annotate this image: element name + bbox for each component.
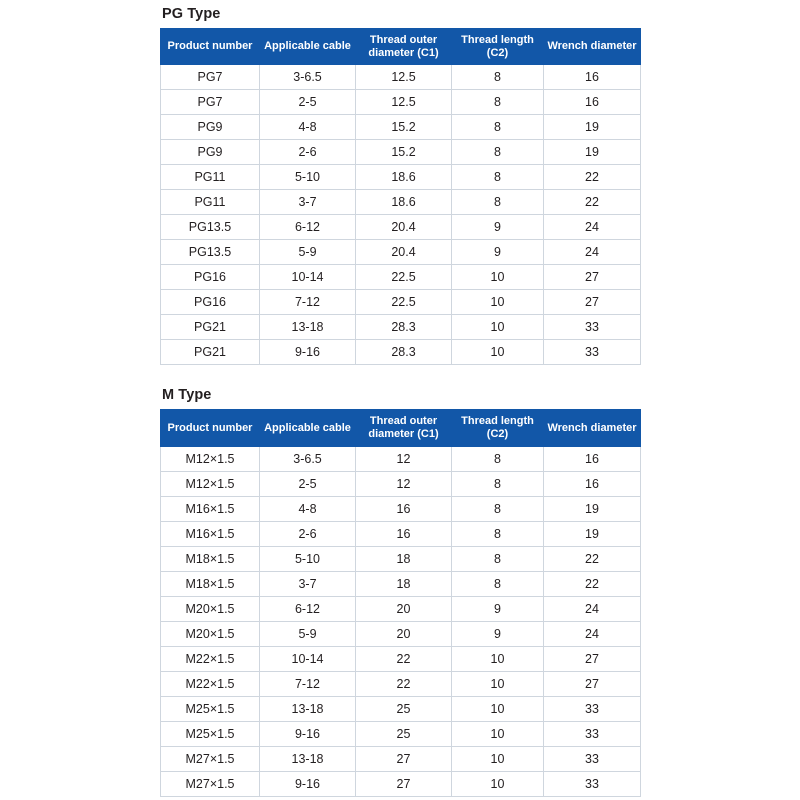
table-cell: 20: [356, 621, 452, 646]
column-header-product-number: Product number: [161, 410, 260, 446]
m-type-table: [160, 409, 641, 796]
table-cell: 3-6.5: [260, 65, 356, 90]
table-row: [161, 696, 641, 721]
table-cell: M27×1.5: [161, 771, 260, 796]
table-cell: M18×1.5: [161, 571, 260, 596]
table-cell: M20×1.5: [161, 596, 260, 621]
table-cell: 33: [544, 340, 641, 365]
table-cell: PG7: [161, 90, 260, 115]
table-cell: 22.5: [356, 290, 452, 315]
table-cell: 27: [544, 671, 641, 696]
table-cell: 18: [356, 546, 452, 571]
table-cell: 15.2: [356, 115, 452, 140]
table-cell: 33: [544, 721, 641, 746]
table-cell: 10-14: [260, 265, 356, 290]
table-cell: 8: [452, 90, 544, 115]
table-cell: 16: [356, 521, 452, 546]
table-cell: 10: [452, 265, 544, 290]
table-row: [161, 721, 641, 746]
table-cell: 10: [452, 646, 544, 671]
table-row: [161, 240, 641, 265]
table-cell: 10: [452, 721, 544, 746]
table-cell: 3-7: [260, 571, 356, 596]
table-cell: 9: [452, 240, 544, 265]
column-header-product-number: Product number: [161, 29, 260, 65]
table-cell: M27×1.5: [161, 746, 260, 771]
table-cell: 10: [452, 290, 544, 315]
table-row: [161, 165, 641, 190]
table-cell: PG9: [161, 140, 260, 165]
section-pg-type: [0, 6, 800, 365]
table-cell: 8: [452, 165, 544, 190]
column-header-applicable-cable: Applicable cable: [260, 410, 356, 446]
table-cell: 13-18: [260, 315, 356, 340]
table-cell: 10: [452, 340, 544, 365]
table-cell: 8: [452, 190, 544, 215]
table-cell: 12.5: [356, 65, 452, 90]
table-row: [161, 496, 641, 521]
table-cell: 12: [356, 446, 452, 471]
table-row: [161, 215, 641, 240]
table-cell: 2-5: [260, 90, 356, 115]
table-cell: 8: [452, 446, 544, 471]
table-cell: 9: [452, 215, 544, 240]
table-cell: 13-18: [260, 746, 356, 771]
column-header-wrench-diameter: Wrench diameter: [544, 410, 641, 446]
table-cell: 4-8: [260, 496, 356, 521]
table-row: [161, 90, 641, 115]
table-row: [161, 471, 641, 496]
section-title-pg: PG Type: [162, 6, 221, 22]
section-title-m: M Type: [162, 387, 212, 404]
table-row: [161, 521, 641, 546]
table-cell: 22: [356, 671, 452, 696]
table-cell: 9: [452, 596, 544, 621]
table-cell: 19: [544, 115, 641, 140]
table-cell: 2-6: [260, 521, 356, 546]
table-row: [161, 546, 641, 571]
table-cell: 8: [452, 521, 544, 546]
table-cell: 16: [544, 446, 641, 471]
table-cell: 19: [544, 140, 641, 165]
table-cell: 18: [356, 571, 452, 596]
column-header-thread-outer-diameter: Thread outer diameter (C1): [356, 29, 452, 65]
table-cell: 33: [544, 315, 641, 340]
table-cell: 9-16: [260, 340, 356, 365]
table-cell: 27: [356, 746, 452, 771]
table-row: [161, 571, 641, 596]
table-cell: 10: [452, 696, 544, 721]
pg-table-head: [161, 29, 641, 65]
table-cell: 5-10: [260, 165, 356, 190]
table-cell: 2-6: [260, 140, 356, 165]
table-cell: 9: [452, 621, 544, 646]
table-cell: M20×1.5: [161, 621, 260, 646]
table-cell: 10: [452, 746, 544, 771]
table-cell: 4-8: [260, 115, 356, 140]
table-cell: 25: [356, 696, 452, 721]
table-cell: 8: [452, 546, 544, 571]
table-cell: PG11: [161, 190, 260, 215]
table-cell: 22: [544, 571, 641, 596]
m-table-body: [161, 446, 641, 796]
table-cell: M18×1.5: [161, 546, 260, 571]
table-cell: M22×1.5: [161, 671, 260, 696]
table-cell: 10: [452, 315, 544, 340]
table-cell: 22.5: [356, 265, 452, 290]
table-cell: 24: [544, 215, 641, 240]
table-cell: 8: [452, 496, 544, 521]
column-header-applicable-cable: Applicable cable: [260, 29, 356, 65]
table-cell: 25: [356, 721, 452, 746]
table-cell: 28.3: [356, 340, 452, 365]
column-header-thread-outer-diameter: Thread outer diameter (C1): [356, 410, 452, 446]
column-header-thread-length: Thread length (C2): [452, 410, 544, 446]
table-cell: M16×1.5: [161, 521, 260, 546]
table-cell: 22: [544, 165, 641, 190]
pg-table-body: [161, 65, 641, 365]
table-cell: 18.6: [356, 165, 452, 190]
table-cell: 16: [356, 496, 452, 521]
table-cell: 33: [544, 746, 641, 771]
table-cell: 20.4: [356, 215, 452, 240]
table-cell: 12.5: [356, 90, 452, 115]
table-cell: 18.6: [356, 190, 452, 215]
table-row: [161, 671, 641, 696]
table-cell: 5-10: [260, 546, 356, 571]
table-cell: 20: [356, 596, 452, 621]
table-row: [161, 771, 641, 796]
table-cell: 3-6.5: [260, 446, 356, 471]
table-cell: PG9: [161, 115, 260, 140]
table-row: [161, 265, 641, 290]
table-cell: 6-12: [260, 215, 356, 240]
table-row: [161, 140, 641, 165]
table-cell: 8: [452, 115, 544, 140]
section-m-type: [0, 387, 800, 796]
table-cell: 27: [544, 290, 641, 315]
table-cell: M25×1.5: [161, 696, 260, 721]
table-cell: 22: [356, 646, 452, 671]
table-cell: 28.3: [356, 315, 452, 340]
table-row: [161, 446, 641, 471]
table-cell: 15.2: [356, 140, 452, 165]
table-row: [161, 190, 641, 215]
table-cell: 10-14: [260, 646, 356, 671]
table-header-row: [161, 29, 641, 65]
table-cell: 5-9: [260, 240, 356, 265]
table-cell: PG13.5: [161, 215, 260, 240]
table-cell: 19: [544, 521, 641, 546]
table-cell: 27: [544, 265, 641, 290]
table-cell: 6-12: [260, 596, 356, 621]
table-cell: 7-12: [260, 290, 356, 315]
table-cell: 7-12: [260, 671, 356, 696]
table-row: [161, 65, 641, 90]
table-cell: 13-18: [260, 696, 356, 721]
table-row: [161, 621, 641, 646]
table-cell: 27: [356, 771, 452, 796]
table-cell: 5-9: [260, 621, 356, 646]
table-cell: 22: [544, 190, 641, 215]
table-cell: 24: [544, 621, 641, 646]
column-header-wrench-diameter: Wrench diameter: [544, 29, 641, 65]
table-cell: M22×1.5: [161, 646, 260, 671]
table-cell: 10: [452, 771, 544, 796]
table-cell: 8: [452, 140, 544, 165]
table-cell: 33: [544, 771, 641, 796]
table-cell: 22: [544, 546, 641, 571]
table-cell: PG13.5: [161, 240, 260, 265]
table-row: [161, 115, 641, 140]
table-cell: 8: [452, 471, 544, 496]
table-row: [161, 340, 641, 365]
pg-type-table: [160, 28, 641, 365]
table-cell: M25×1.5: [161, 721, 260, 746]
table-row: [161, 646, 641, 671]
table-cell: 16: [544, 471, 641, 496]
table-cell: PG16: [161, 290, 260, 315]
table-row: [161, 746, 641, 771]
table-cell: 27: [544, 646, 641, 671]
table-cell: 9-16: [260, 771, 356, 796]
table-cell: 16: [544, 90, 641, 115]
table-cell: 20.4: [356, 240, 452, 265]
table-cell: 24: [544, 240, 641, 265]
table-row: [161, 315, 641, 340]
table-cell: PG16: [161, 265, 260, 290]
table-cell: 3-7: [260, 190, 356, 215]
table-cell: 16: [544, 65, 641, 90]
table-cell: 12: [356, 471, 452, 496]
table-cell: M16×1.5: [161, 496, 260, 521]
column-header-thread-length: Thread length (C2): [452, 29, 544, 65]
table-cell: M12×1.5: [161, 446, 260, 471]
table-row: [161, 290, 641, 315]
m-table-head: [161, 410, 641, 446]
table-row: [161, 596, 641, 621]
table-cell: PG7: [161, 65, 260, 90]
table-cell: PG11: [161, 165, 260, 190]
table-cell: 19: [544, 496, 641, 521]
table-header-row: [161, 410, 641, 446]
table-cell: 8: [452, 571, 544, 596]
table-cell: 9-16: [260, 721, 356, 746]
table-cell: PG21: [161, 315, 260, 340]
table-cell: 10: [452, 671, 544, 696]
table-cell: 33: [544, 696, 641, 721]
table-cell: M12×1.5: [161, 471, 260, 496]
table-cell: 8: [452, 65, 544, 90]
table-cell: 2-5: [260, 471, 356, 496]
table-cell: 24: [544, 596, 641, 621]
table-cell: PG21: [161, 340, 260, 365]
